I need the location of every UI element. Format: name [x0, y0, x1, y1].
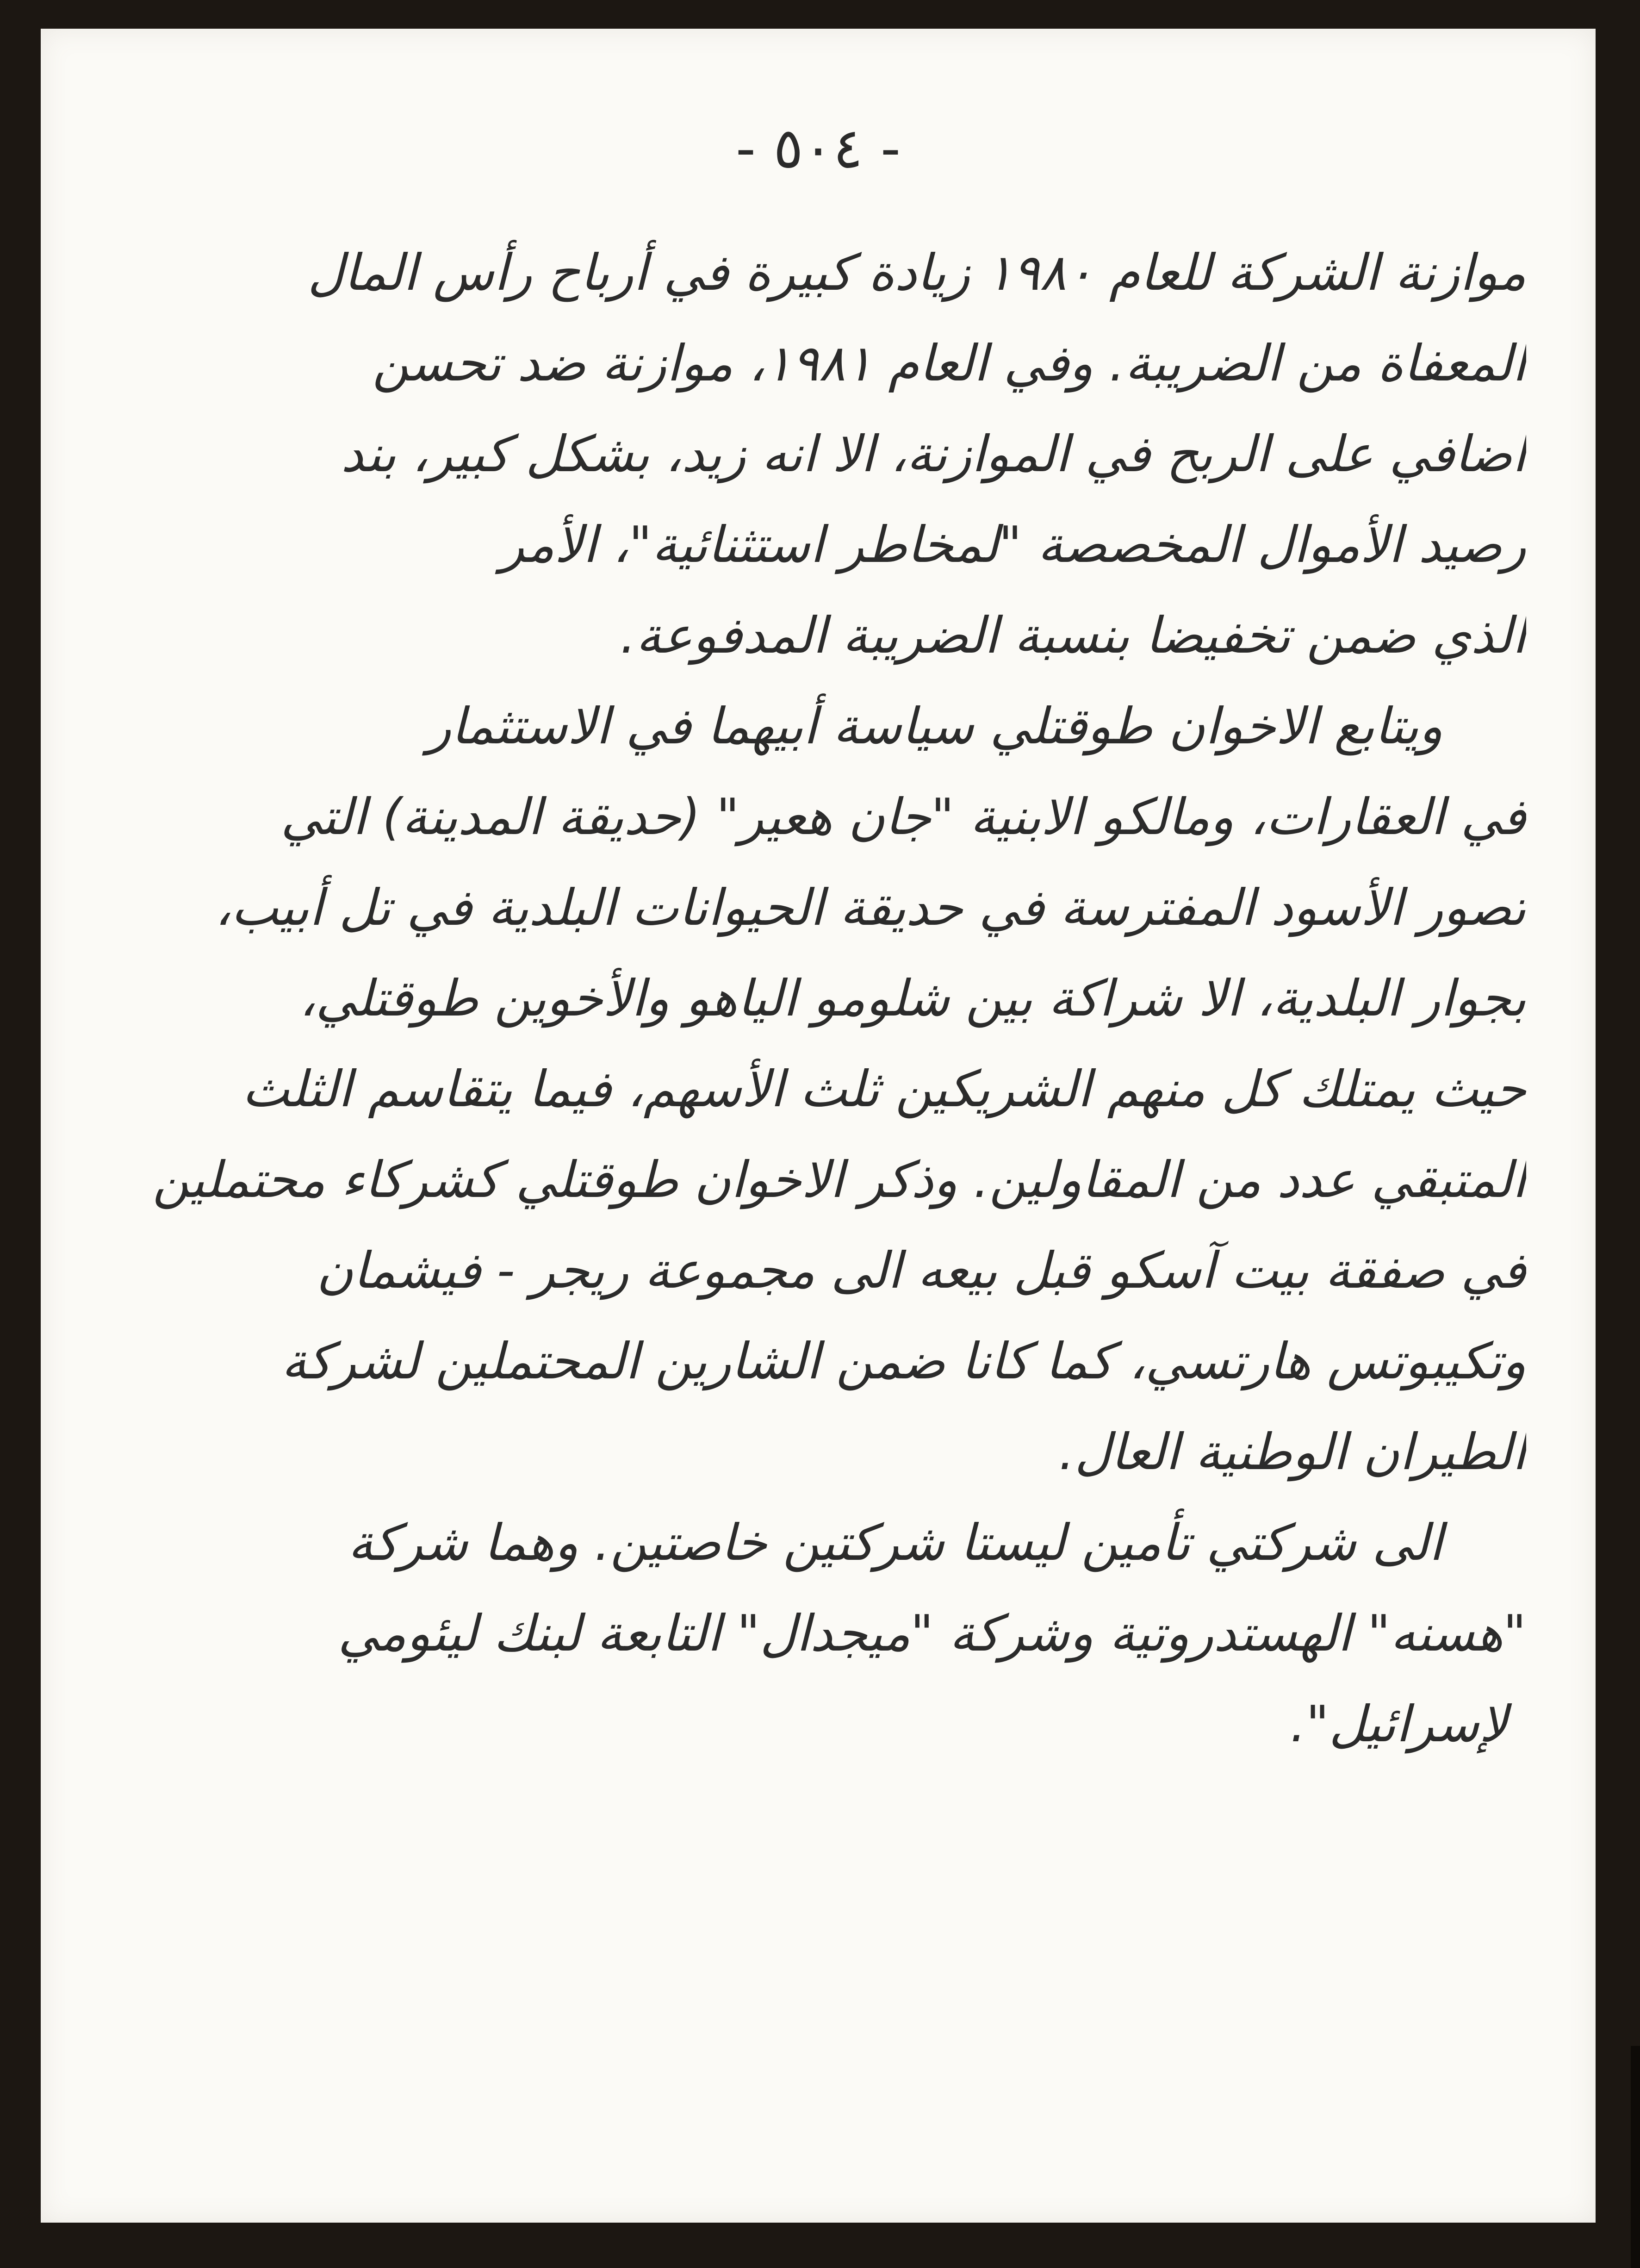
text-line: تصور الأسود المفترسة في حديقة الحيوانات البلدية في تل أبيب، — [215, 879, 1526, 937]
text-line: رصيد الأموال المخصصة "لمخاطر استثنائية"، الأمر — [500, 516, 1526, 574]
text-line: اضافي على الربح في الموازنة، الا انه زيد، بشكل كبير، بند — [341, 425, 1526, 483]
text-line: "هسنه" الهستدروتية وشركة "ميجدال" التابعة لبنك ليئومي — [338, 1605, 1526, 1663]
text-line: وتكيبوتس هارتسي، كما كانا ضمن الشارين المحتملين لشركة — [281, 1333, 1526, 1390]
text-line: الى شركتي تأمين ليستا شركتين خاصتين. وهما شركة — [348, 1514, 1443, 1572]
handwritten-text-body — [133, 228, 1526, 1770]
text-line: في العقارات، ومالكو الابنية "جان هعير" (حديقة المدينة) التي — [280, 788, 1526, 846]
text-line: موازنة الشركة للعام ١٩٨٠ زيادة كبيرة في أرباح رأس المال — [307, 244, 1526, 302]
scan-edge — [1631, 2046, 1640, 2268]
text-line: حيث يمتلك كل منهم الشريكين ثلث الأسهم، فيما يتقاسم الثلث — [242, 1060, 1526, 1118]
text-line: ويتابع الاخوان طوقتلي سياسة أبيهما في الاستثمار — [427, 698, 1443, 755]
text-line: في صفقة بيت آسكو قبل بيعه الى مجموعة ريجر - فيشمان — [317, 1242, 1526, 1300]
page-number: - ٥٠٤ - — [735, 117, 901, 181]
text-line: لإسرائيل". — [1290, 1695, 1508, 1753]
document-page — [41, 29, 1596, 2223]
text-line: المعفاة من الضريبة. وفي العام ١٩٨١، موازنة ضد تحسن — [372, 335, 1526, 393]
text-line: المتبقي عدد من المقاولين. وذكر الاخوان طوقتلي كشركاء محتملين — [152, 1151, 1526, 1209]
text-line: الطيران الوطنية العال. — [1058, 1423, 1526, 1481]
text-line: بجوار البلدية، الا شراكة بين شلومو الياهو والأخوين طوقتلي، — [299, 970, 1526, 1028]
text-line: الذي ضمن تخفيضا بنسبة الضريبة المدفوعة. — [620, 607, 1526, 665]
